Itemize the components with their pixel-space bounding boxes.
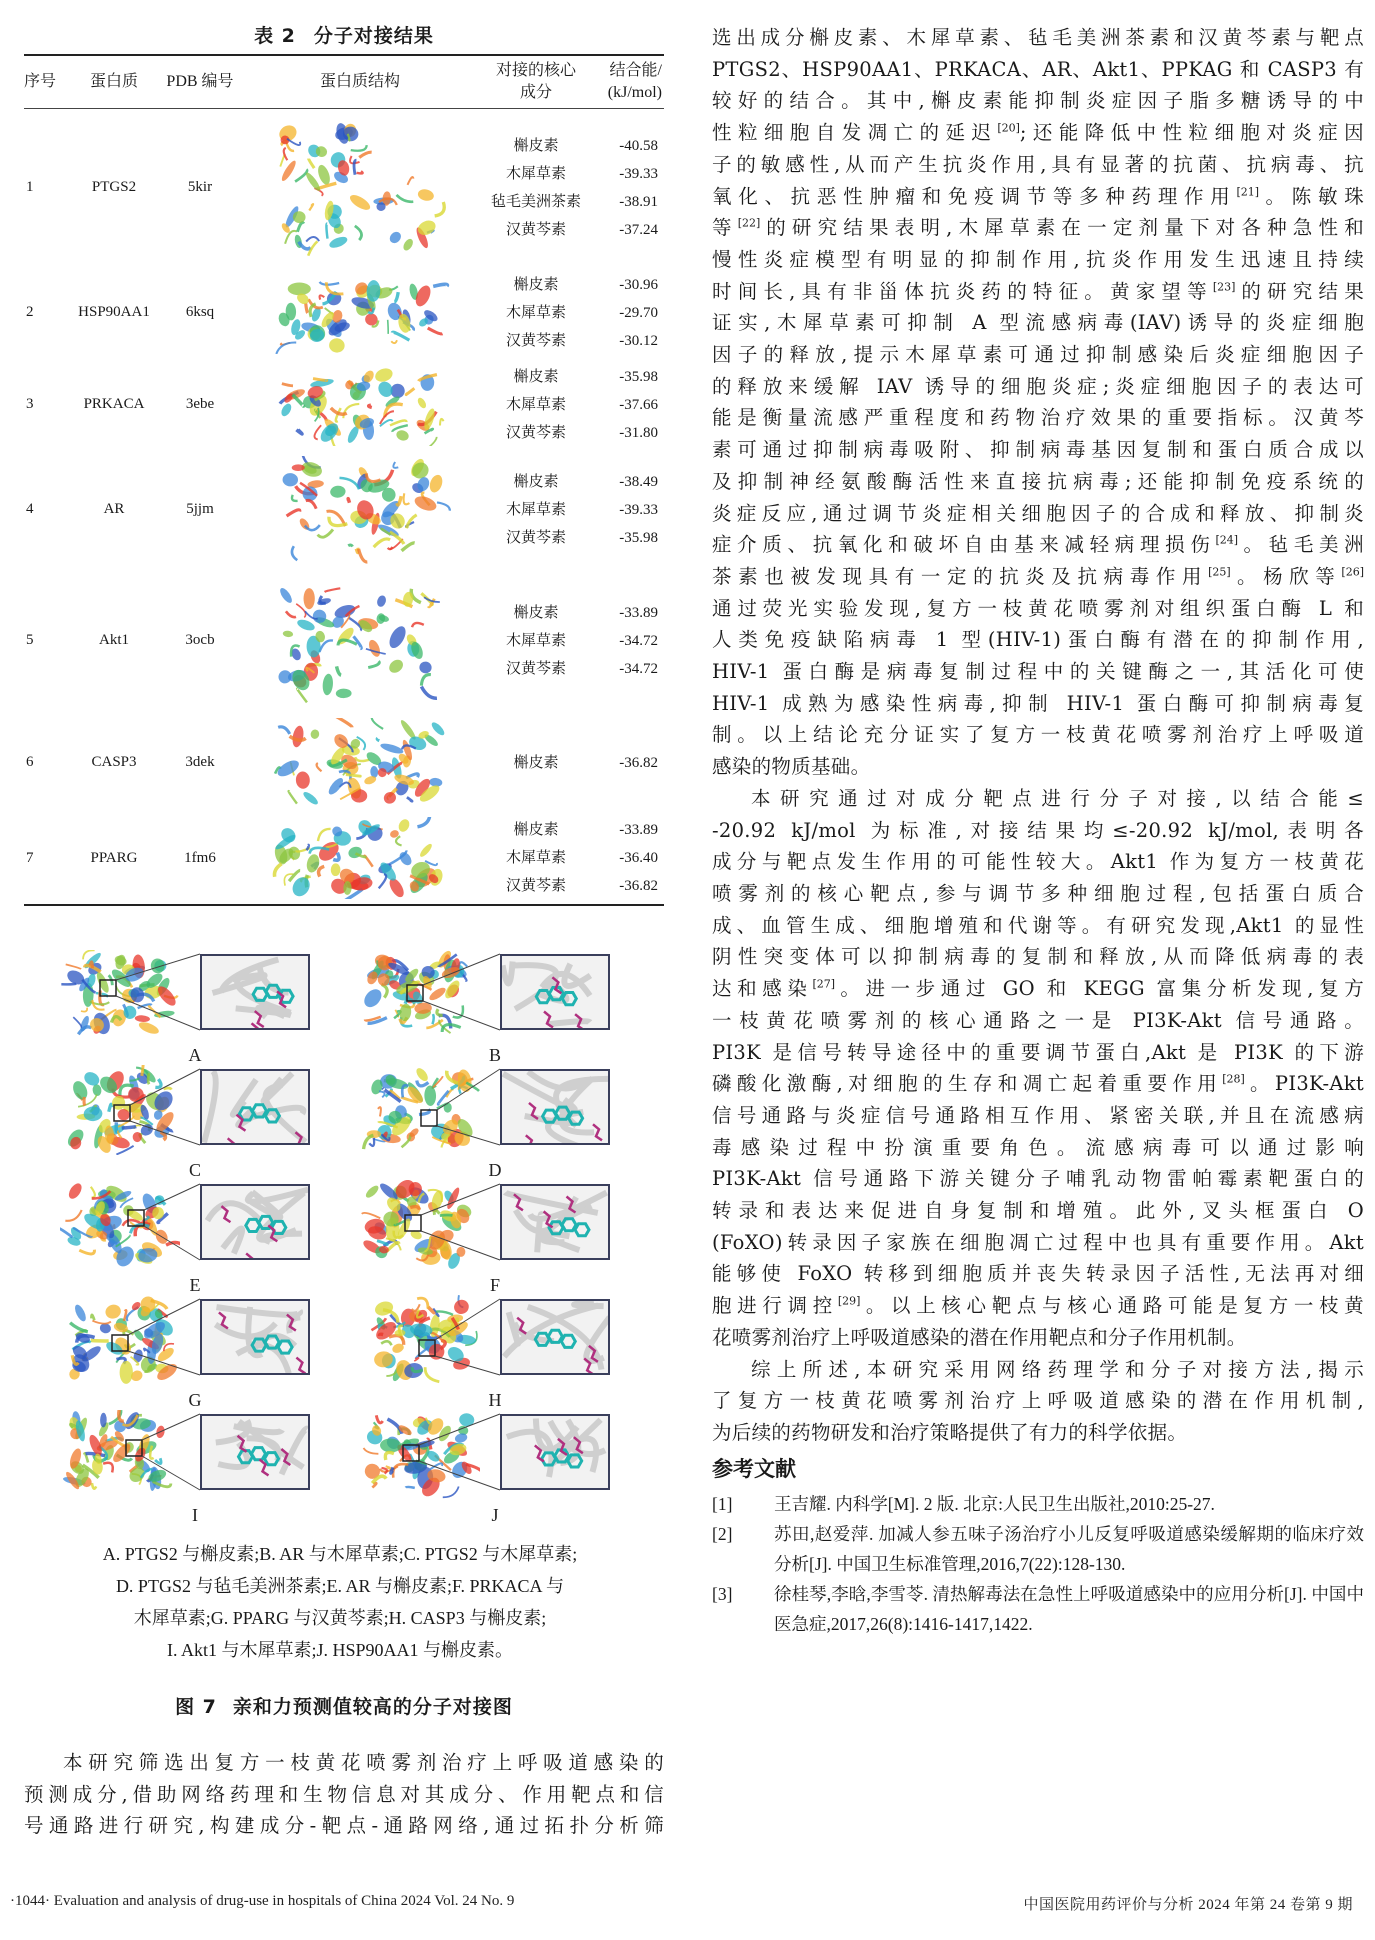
row-energies [592, 267, 664, 359]
header-energy-line1: 结合能/ [609, 62, 662, 79]
citation-ref[interactable]: [27] [812, 977, 836, 991]
binding-energy-value: -30.12 [619, 332, 658, 349]
compound-name: 槲皮素 [513, 754, 559, 771]
row-structure [240, 109, 480, 267]
compound-name: 槲皮素 [513, 473, 559, 490]
binding-energy-value: -31.80 [619, 424, 658, 441]
text-segment: 毒感染过程中扮演重要角色。流感病毒可以通过影响 [712, 1135, 1364, 1159]
text-line [712, 973, 1364, 1005]
text-segment: 为后续的药物研发和治疗策略提供了有力的科学依据。 [712, 1420, 1188, 1444]
header-pdb: PDB 编号 [160, 55, 240, 109]
text-line [712, 561, 1364, 593]
binding-site-closeup [200, 954, 310, 1030]
text-line [712, 878, 1364, 910]
text-line: 号通路进行研究,构建成分-靶点-通路网络,通过拓扑分析筛 [24, 1814, 664, 1838]
text-segment: 喷雾剂的核心靶点,参与调节多种细胞过程,包括蛋白质合 [712, 881, 1364, 905]
text-segment: 胞进行调控 [712, 1294, 838, 1318]
left-body-paragraph [24, 1747, 664, 1842]
text-line [712, 656, 1364, 688]
paragraph-discussion-1 [712, 22, 1364, 783]
binding-energy-value: -35.98 [619, 368, 658, 385]
row-structure [240, 813, 480, 905]
row-protein: PRKACA [83, 396, 145, 412]
row-seq: 4 [26, 501, 34, 517]
table-row [24, 569, 664, 713]
row-pdb-id: 6ksq [185, 304, 215, 320]
row-pdb-id: 1fm6 [160, 813, 240, 905]
header-energy [592, 55, 664, 109]
binding-energy-value: -33.89 [619, 604, 658, 621]
row-pdb-id: 3dek [185, 754, 215, 770]
text-line [712, 751, 1364, 783]
figure-number: 图 7 [175, 1696, 217, 1718]
docking-panel [60, 1180, 330, 1300]
text-line [712, 466, 1364, 498]
panel-label: D [488, 1160, 502, 1180]
row-compounds [480, 267, 592, 359]
figure-note-line: 木犀草素;G. PPARG 与汉黄芩素;H. CASP3 与槲皮素; [133, 1608, 547, 1628]
text-line [712, 1385, 1364, 1417]
citation-ref[interactable]: [25] [1208, 565, 1231, 579]
table-number: 表 2 [254, 25, 296, 47]
text-line [712, 402, 1364, 434]
citation-ref[interactable]: [22] [737, 216, 761, 230]
compound-name: 木犀草素 [505, 396, 566, 413]
docking-panel [60, 1065, 330, 1185]
text-line [712, 1068, 1364, 1100]
row-compounds [480, 359, 592, 451]
compound-name: 槲皮素 [513, 368, 559, 385]
row-energies [592, 569, 664, 713]
text-segment: 。PI3K-Akt [1244, 1072, 1365, 1096]
row-protein: HSP90AA1 [78, 304, 150, 320]
figure-note-line: D. PTGS2 与毡毛美洲茶素;E. AR 与槲皮素;F. PRKACA 与 [115, 1576, 565, 1596]
row-energies [592, 109, 664, 267]
binding-energy-value: -34.72 [619, 660, 658, 677]
text-segment: 。毡毛美洲 [1238, 533, 1364, 557]
binding-site-closeup [500, 1414, 610, 1490]
row-energies [592, 813, 664, 905]
docking-panel [360, 950, 630, 1070]
header-seq: 序号 [24, 55, 68, 109]
binding-site-closeup [500, 1299, 610, 1375]
text-line [712, 498, 1364, 530]
table-row [24, 713, 664, 813]
binding-energy-value: -37.66 [619, 396, 658, 413]
text-segment: 磷酸化激酶,对细胞的生存和凋亡起着重要作用 [712, 1072, 1223, 1096]
binding-energy-value: -40.58 [619, 137, 658, 154]
docking-panel [60, 1295, 330, 1415]
docking-panel [360, 1065, 630, 1185]
row-pdb-id: 5jjm [186, 501, 214, 517]
row-compounds [480, 109, 592, 267]
text-segment: PI3K-Akt 信号通路下游关键分子哺乳动物雷帕霉素靶蛋白的 [712, 1167, 1364, 1191]
header-compound-line2: 成分 [519, 84, 552, 101]
text-line [712, 181, 1364, 213]
row-structure [240, 267, 480, 359]
text-segment: 本研究通过对成分靶点进行分子对接,以结合能≤ [751, 786, 1364, 810]
figure-note [30, 1538, 650, 1666]
text-line [712, 54, 1364, 86]
text-segment: 一枝黄花喷雾剂的核心通路之一是 PI3K-Akt 信号通路。 [712, 1008, 1364, 1032]
text-line [712, 815, 1364, 847]
text-segment: 了复方一枝黄花喷雾剂治疗上呼吸道感染的潜在作用机制, [712, 1389, 1364, 1413]
binding-energy-value: -37.24 [619, 221, 658, 238]
protein-structure-icon [240, 817, 480, 899]
left-column [24, 18, 664, 906]
compound-name: 汉黄芩素 [505, 332, 566, 349]
binding-energy-value: -38.91 [619, 193, 658, 210]
row-structure [240, 359, 480, 451]
header-protein: 蛋白质 [68, 55, 160, 109]
table-row [24, 109, 664, 267]
text-line [712, 1258, 1364, 1290]
text-segment: 转录和表达来促进自身复制和增殖。此外,叉头框蛋白 O [712, 1199, 1364, 1223]
text-segment: 素可通过抑制病毒吸附、抑制病毒基因复制和蛋白质合成以 [712, 438, 1364, 462]
text-segment: 感染的物质基础。 [712, 755, 871, 779]
text-segment: 成分与靶点发生作用的可能性较大。Akt1 作为复方一枝黄花 [712, 850, 1364, 874]
row-pdb-id: 3ocb [185, 632, 215, 648]
row-compounds [480, 813, 592, 905]
reference-number: [1] [712, 1493, 733, 1514]
text-segment: 炎症反应,通过调节炎症相关细胞因子的合成和释放、抑制炎 [712, 501, 1364, 525]
header-compound [480, 55, 592, 109]
protein-structure-icon [240, 272, 480, 354]
text-segment: HIV-1 蛋白酶是病毒复制过程中的关键酶之一,其活化可使 [712, 660, 1364, 684]
row-protein: PTGS2 [91, 179, 137, 196]
panel-label: B [488, 1045, 501, 1065]
text-line [712, 1227, 1364, 1259]
figure-note-line: I. Akt1 与木犀草素;J. HSP90AA1 与槲皮素。 [166, 1640, 514, 1660]
docking-figure [60, 950, 640, 1525]
citation-ref[interactable]: [23] [1212, 280, 1236, 294]
panel-label: J [491, 1505, 499, 1525]
compound-name: 汉黄芩素 [505, 221, 566, 238]
compound-name: 木犀草素 [505, 632, 566, 649]
text-segment: 等 [712, 216, 738, 240]
row-seq: 7 [24, 813, 68, 905]
panel-label: E [189, 1275, 201, 1295]
binding-energy-value: -38.49 [619, 473, 658, 490]
text-segment: 花喷雾剂治疗上呼吸道感染的潜在作用靶点和分子作用机制。 [712, 1325, 1247, 1349]
row-protein: AR [103, 501, 125, 517]
text-segment: 。杨欣等 [1230, 564, 1342, 588]
compound-name: 槲皮素 [513, 604, 559, 621]
citation-ref[interactable]: [26] [1341, 565, 1365, 579]
binding-energy-value: -39.33 [619, 501, 658, 518]
protein-structure-icon [240, 456, 480, 564]
binding-site-closeup [200, 1414, 310, 1490]
binding-site-closeup [200, 1299, 310, 1375]
text-segment: HIV-1 成熟为感染性病毒,抑制 HIV-1 蛋白酶可抑制病毒复 [712, 691, 1364, 715]
text-line [712, 688, 1364, 720]
docking-results-table [24, 54, 664, 906]
protein-structure-icon [240, 718, 480, 808]
binding-energy-value: -39.33 [619, 165, 658, 182]
docking-panel [60, 950, 330, 1070]
text-segment: 性粒细胞自发凋亡的延迟 [712, 121, 998, 145]
compound-name: 木犀草素 [505, 165, 566, 182]
text-segment: 的研究结果 [1235, 279, 1364, 303]
table-row [24, 359, 664, 451]
paragraph-discussion-2 [712, 783, 1364, 1354]
panel-label: C [188, 1160, 201, 1180]
binding-site-closeup [200, 1184, 310, 1260]
text-segment: ;还能降低中性粒细胞对炎症因 [1019, 121, 1364, 145]
row-seq: 1 [26, 179, 34, 196]
header-energy-line2: (kJ/mol) [607, 84, 662, 101]
text-line: 本研究筛选出复方一枝黄花喷雾剂治疗上呼吸道感染的 [63, 1751, 664, 1774]
text-segment: 达和感染 [712, 977, 813, 1001]
binding-energy-value: -33.89 [619, 822, 658, 838]
text-line [712, 593, 1364, 625]
row-compounds [480, 451, 592, 569]
text-segment: 选出成分槲皮素、木犀草素、毡毛美洲茶素和汉黄芩素与靶点 [712, 26, 1364, 49]
reference-item [712, 1519, 1364, 1579]
text-segment: 阴性突变体可以抑制病毒的复制和释放,从而降低病毒的表 [712, 945, 1364, 969]
text-segment: 的研究结果表明,木犀草素在一定剂量下对各种急性和 [760, 216, 1364, 240]
row-structure [240, 713, 480, 813]
right-column [712, 22, 1364, 1639]
text-line [712, 307, 1364, 339]
text-line [712, 149, 1364, 181]
text-segment: 人类免疫缺陷病毒 1 型(HIV-1)蛋白酶有潜在的抑制作用, [712, 628, 1364, 652]
binding-site-closeup [500, 954, 610, 1030]
citation-ref[interactable]: [28] [1222, 1072, 1245, 1086]
references-list [712, 1489, 1364, 1639]
compound-name: 木犀草素 [505, 850, 566, 866]
citation-ref[interactable]: [29] [837, 1294, 861, 1308]
table-row [24, 813, 664, 905]
text-segment: 症介质、抗氧化和破坏自由基来减轻病理损伤 [712, 533, 1216, 557]
text-segment: 。进一步通过 GO 和 KEGG 富集分析发现,复方 [835, 977, 1364, 1001]
row-protein: CASP3 [91, 754, 137, 770]
row-seq: 6 [26, 754, 34, 770]
reference-text: 苏田,赵爱萍. 加减人参五味子汤治疗小儿反复呼吸道感染缓解期的临床疗效分析[J]. 中国卫生标准管理,2016,7(22):128-130. [774, 1523, 1364, 1574]
text-line [712, 1132, 1364, 1164]
compound-name: 毡毛美洲茶素 [490, 193, 581, 210]
row-energies [592, 713, 664, 813]
text-line [712, 783, 1364, 815]
row-protein: PPARG [68, 813, 160, 905]
text-segment: 茶素也被发现具有一定的抗炎及抗病毒作用 [712, 564, 1209, 588]
text-line [712, 1100, 1364, 1132]
binding-site-closeup [500, 1069, 610, 1145]
text-segment: 综上所述,本研究采用网络药理学和分子对接方法,揭示 [751, 1357, 1364, 1381]
text-segment: PI3K 是信号转导途径中的重要调节蛋白,Akt 是 PI3K 的下游 [712, 1040, 1364, 1064]
text-line [712, 276, 1364, 308]
text-line [712, 434, 1364, 466]
row-structure [240, 569, 480, 713]
row-compounds [480, 569, 592, 713]
compound-name: 汉黄芩素 [505, 529, 566, 546]
compound-name: 槲皮素 [513, 276, 559, 293]
text-line [712, 624, 1364, 656]
references-heading: 参考文献 [712, 1456, 796, 1481]
text-segment: 时间长,具有非甾体抗炎药的特征。黄家望等 [712, 279, 1213, 303]
binding-energy-value: -36.82 [619, 878, 658, 894]
binding-energy-value: -35.98 [619, 529, 658, 546]
text-line [712, 910, 1364, 942]
panel-label: F [489, 1275, 500, 1295]
text-segment: -20.92 kJ/mol 为标准,对接结果均≤-20.92 kJ/mol,表明各 [712, 818, 1364, 842]
text-line [712, 1322, 1364, 1354]
text-line [712, 1163, 1364, 1195]
row-seq: 3 [26, 396, 34, 412]
row-pdb-id: 3ebe [185, 396, 215, 412]
binding-site-closeup [500, 1184, 610, 1260]
row-energies [592, 451, 664, 569]
binding-energy-value: -36.40 [619, 850, 658, 866]
reference-number: [2] [712, 1523, 733, 1544]
panel-label: I [192, 1505, 198, 1525]
compound-name: 槲皮素 [513, 822, 559, 838]
text-segment: 较好的结合。其中,槲皮素能抑制炎症因子脂多糖诱导的中 [712, 89, 1364, 113]
docking-panel [360, 1295, 630, 1415]
text-line [712, 1354, 1364, 1386]
text-line [712, 1195, 1364, 1227]
docking-panel [360, 1180, 630, 1300]
figure-title: 亲和力预测值较高的分子对接图 [232, 1696, 513, 1718]
docking-panel [360, 1410, 630, 1530]
text-segment: 及抑制神经氨酸酶活性来直接抗病毒;还能抑制免疫系统的 [712, 469, 1364, 493]
text-line [712, 719, 1364, 751]
text-line: 预测成分,借助网络药理和生物信息对其成分、作用靶点和信 [24, 1782, 664, 1806]
row-structure [240, 451, 480, 569]
text-segment: 证实,木犀草素可抑制 A 型流感病毒(IAV)诱导的炎症细胞 [712, 311, 1364, 335]
text-line [712, 117, 1364, 149]
protein-structure-icon [240, 364, 480, 446]
table-header-row [24, 55, 664, 109]
text-line [712, 529, 1364, 561]
row-seq: 5 [26, 632, 34, 648]
footer-journal-en: ·1044· Evaluation and analysis of drug-use in hospitals of China 2024 Vol. 24 No. 9 [10, 1893, 515, 1909]
text-segment: 制。以上结论充分证实了复方一枝黄花喷雾剂治疗上呼吸道 [712, 723, 1364, 747]
text-line [712, 1417, 1364, 1449]
compound-name: 槲皮素 [513, 137, 559, 154]
citation-ref[interactable]: [21] [1236, 185, 1260, 199]
text-segment: 成、血管生成、细胞增殖和代谢等。有研究发现,Akt1 的显性 [712, 913, 1364, 937]
citation-ref[interactable]: [24] [1215, 533, 1239, 547]
binding-energy-value: -29.70 [619, 304, 658, 321]
paragraph-conclusion [712, 1354, 1364, 1449]
binding-energy-value: -34.72 [619, 632, 658, 649]
table-row [24, 267, 664, 359]
text-segment: 信号通路与炎症信号通路相互作用、紧密关联,并且在流感病 [712, 1103, 1364, 1127]
text-line [712, 941, 1364, 973]
table-row [24, 451, 664, 569]
row-compounds [480, 713, 592, 813]
reference-item [712, 1489, 1364, 1519]
reference-text: 徐桂琴,李晗,李雪苓. 清热解毒法在急性上呼吸道感染中的应用分析[J]. 中国中医急症,2017,26(8):1416-1417,1422. [774, 1583, 1364, 1634]
figure-caption [24, 1692, 664, 1719]
reference-item [712, 1579, 1364, 1639]
binding-energy-value: -36.82 [619, 754, 658, 771]
binding-site-closeup [200, 1069, 310, 1145]
text-line [712, 1037, 1364, 1069]
compound-name: 木犀草素 [505, 304, 566, 321]
text-segment: 。以上核心靶点与核心通路可能是复方一枝黄 [860, 1294, 1364, 1318]
compound-name: 汉黄芩素 [505, 424, 566, 441]
table-title: 分子对接结果 [313, 25, 434, 47]
text-segment: 氧化、抗恶性肿瘤和免疫调节等多种药理作用 [712, 184, 1237, 208]
reference-number: [3] [712, 1583, 733, 1604]
text-line [712, 22, 1364, 54]
panel-label: A [188, 1045, 202, 1065]
header-structure: 蛋白质结构 [240, 55, 480, 109]
reference-text: 王吉耀. 内科学[M]. 2 版. 北京:人民卫生出版社,2010:25-27. [774, 1493, 1215, 1514]
text-line [712, 371, 1364, 403]
text-segment: 因子的释放,提示木犀草素可通过抑制感染后炎症细胞因子 [712, 343, 1364, 367]
row-protein: Akt1 [99, 632, 129, 648]
citation-ref[interactable]: [20] [997, 121, 1020, 135]
text-line [712, 244, 1364, 276]
protein-structure-icon [240, 574, 480, 708]
footer-journal-cn: 中国医院用药评价与分析 2024 年第 24 卷第 9 期 [1023, 1897, 1353, 1913]
page-footer [10, 1893, 1365, 1914]
protein-structure-icon [240, 114, 480, 262]
compound-name: 汉黄芩素 [505, 878, 566, 894]
panel-label: H [488, 1390, 502, 1410]
text-line [712, 85, 1364, 117]
text-segment: 的释放来缓解 IAV 诱导的细胞炎症;炎症细胞因子的表达可 [712, 374, 1364, 398]
row-energies [592, 359, 664, 451]
text-line [712, 846, 1364, 878]
text-line [712, 1290, 1364, 1322]
text-segment: 通过荧光实验发现,复方一枝黄花喷雾剂对组织蛋白酶 L 和 [712, 596, 1364, 620]
text-line [712, 339, 1364, 371]
compound-name: 木犀草素 [505, 501, 566, 518]
text-segment: PTGS2、HSP90AA1、PRKACA、AR、Akt1、PPKAG 和 CASP3 有 [712, 57, 1364, 81]
row-seq: 2 [26, 304, 34, 320]
panel-label: G [188, 1390, 202, 1410]
binding-energy-value: -30.96 [619, 276, 658, 293]
text-segment: 慢性炎症模型有明显的抑制作用,抗炎作用发生迅速且持续 [712, 247, 1364, 271]
header-compound-line1: 对接的核心 [495, 62, 576, 79]
docking-panel [60, 1410, 330, 1530]
text-segment: 能是衡量流感严重程度和药物治疗效果的重要指标。汉黄芩 [712, 406, 1364, 430]
text-segment: (FoXO)转录因子家族在细胞凋亡过程中也具有重要作用。Akt [712, 1230, 1364, 1254]
text-segment: 。陈敏珠 [1259, 184, 1364, 208]
text-segment: 能够使 FoXO 转移到细胞质并丧失转录因子活性,无法再对细 [712, 1262, 1364, 1286]
compound-name: 汉黄芩素 [505, 660, 566, 677]
table-caption [24, 18, 664, 54]
text-line [712, 212, 1364, 244]
text-segment: 子的敏感性,从而产生抗炎作用,具有显著的抗菌、抗病毒、抗 [712, 152, 1364, 176]
text-line [712, 1005, 1364, 1037]
figure-note-line: A. PTGS2 与槲皮素;B. AR 与木犀草素;C. PTGS2 与木犀草素; [102, 1544, 578, 1564]
row-pdb-id: 5kir [187, 179, 213, 196]
